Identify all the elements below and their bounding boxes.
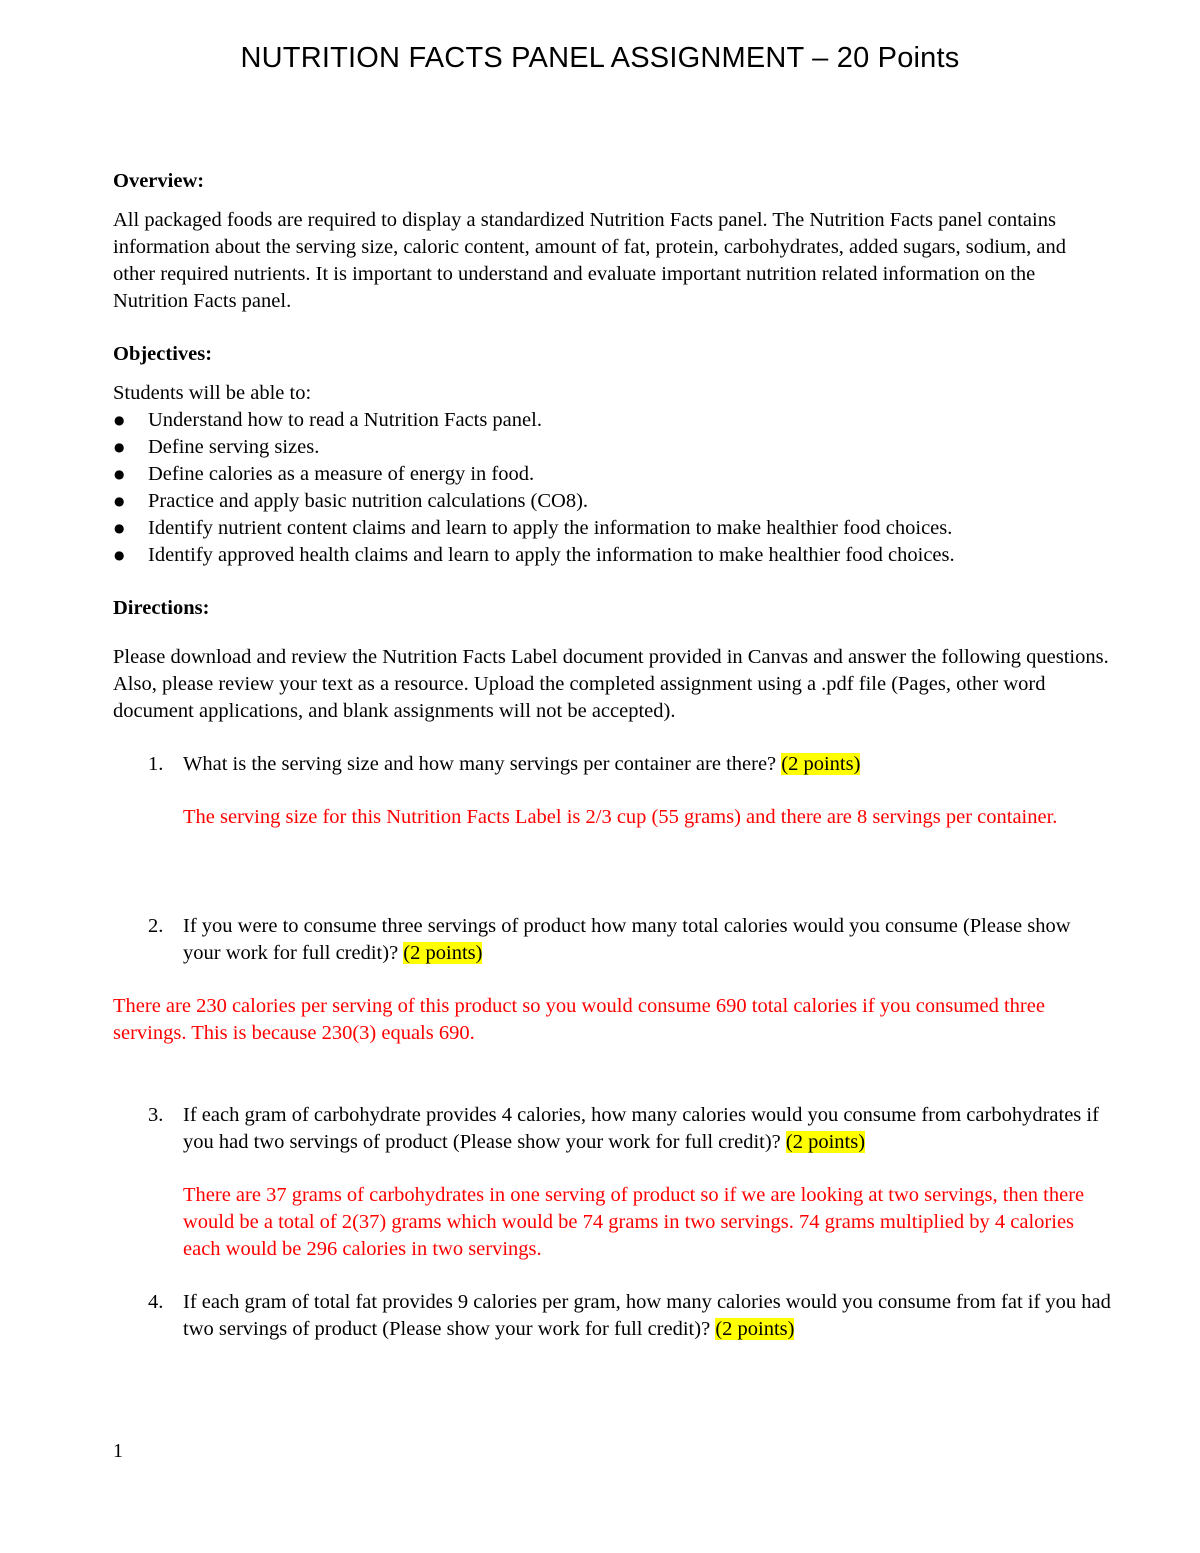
question-text: What is the serving size and how many servings per container are there? (183, 753, 782, 775)
list-item (113, 407, 1113, 434)
question-number: 4. (148, 1291, 164, 1313)
objective-text: Define serving sizes. (148, 436, 320, 458)
question-number: 3. (148, 1104, 164, 1126)
objective-text: Identify approved health claims and learn to apply the information to make healthier food choices. (148, 544, 955, 566)
question-text: If each gram of carbohydrate provides 4 calories, how many calories would you consume from carbohydrates if you had two servings of product (Please show your work for full credit)? (183, 1104, 1099, 1153)
answer-2: There are 230 calories per serving of this product so you would consume 690 total calories if you consumed three servings. This is because 230(3) equals 690. (113, 995, 1045, 1044)
answer-1: The serving size for this Nutrition Facts Label is 2/3 cup (55 grams) and there are 8 servings per container. (183, 806, 1058, 828)
objective-text: Identify nutrient content claims and learn to apply the information to make healthier food choices. (148, 517, 953, 539)
overview-text: All packaged foods are required to display a standardized Nutrition Facts panel. The Nutrition Facts panel contains information about the serving size, caloric content, amount of fat, protein, carbohydrates, added sugars, sodium, and other required nutrients. It is important to understand and evaluate important nutrition related information on the Nutrition Facts panel. (113, 209, 1066, 312)
directions-text: Please download and review the Nutrition Facts Label document provided in Canvas and answer the following questions. Also, please review your text as a resource. Upload the completed assignment using a .pdf file (Pages, other word document applications, and blank assignments will not be accepted). (113, 646, 1109, 722)
question-1 (113, 751, 1113, 778)
objectives-intro: Students will be able to: (113, 382, 312, 404)
list-item (113, 488, 1113, 515)
answer-3: There are 37 grams of carbohydrates in one serving of product so if we are looking at two servings, then there would be a total of 2(37) grams which would be 74 grams in two servings. 74 grams multiplied by 4 calories each would be 296 calories in two servings. (183, 1184, 1085, 1260)
page-number: 1 (113, 1440, 123, 1462)
points-badge: (2 points) (781, 753, 861, 775)
question-text: If you were to consume three servings of product how many total calories would you consume (Please show your work for full credit)? (183, 915, 1071, 964)
directions-heading: Directions: (113, 597, 210, 619)
bullet-icon: ● (114, 494, 125, 508)
list-item (113, 515, 1113, 542)
points-badge: (2 points) (785, 1131, 866, 1153)
objective-text: Define calories as a measure of energy in food. (148, 463, 535, 485)
objective-text: Understand how to read a Nutrition Facts panel. (148, 409, 542, 431)
objectives-heading: Objectives: (113, 343, 213, 365)
question-number: 1. (148, 753, 164, 775)
question-2 (113, 913, 1113, 967)
question-list (113, 751, 1113, 1343)
bullet-icon: ● (114, 467, 125, 481)
document-body (113, 168, 1113, 1343)
list-item (113, 542, 1113, 569)
question-text: If each gram of total fat provides 9 calories per gram, how many calories would you consume from fat if you had two servings of product (Please show your work for full credit)? (183, 1291, 1111, 1340)
question-number: 2. (148, 915, 164, 937)
objectives-list (113, 407, 1113, 569)
bullet-icon: ● (114, 440, 125, 454)
bullet-icon: ● (114, 413, 125, 427)
question-3 (113, 1102, 1113, 1156)
overview-heading: Overview: (113, 170, 205, 192)
bullet-icon: ● (114, 521, 125, 535)
points-badge: (2 points) (403, 942, 483, 964)
bullet-icon: ● (114, 548, 125, 562)
list-item (113, 461, 1113, 488)
points-badge: (2 points) (715, 1318, 795, 1340)
list-item (113, 434, 1113, 461)
page-title: NUTRITION FACTS PANEL ASSIGNMENT – 20 Points (240, 42, 960, 74)
question-4 (113, 1289, 1113, 1343)
objective-text: Practice and apply basic nutrition calculations (CO8). (148, 490, 589, 512)
